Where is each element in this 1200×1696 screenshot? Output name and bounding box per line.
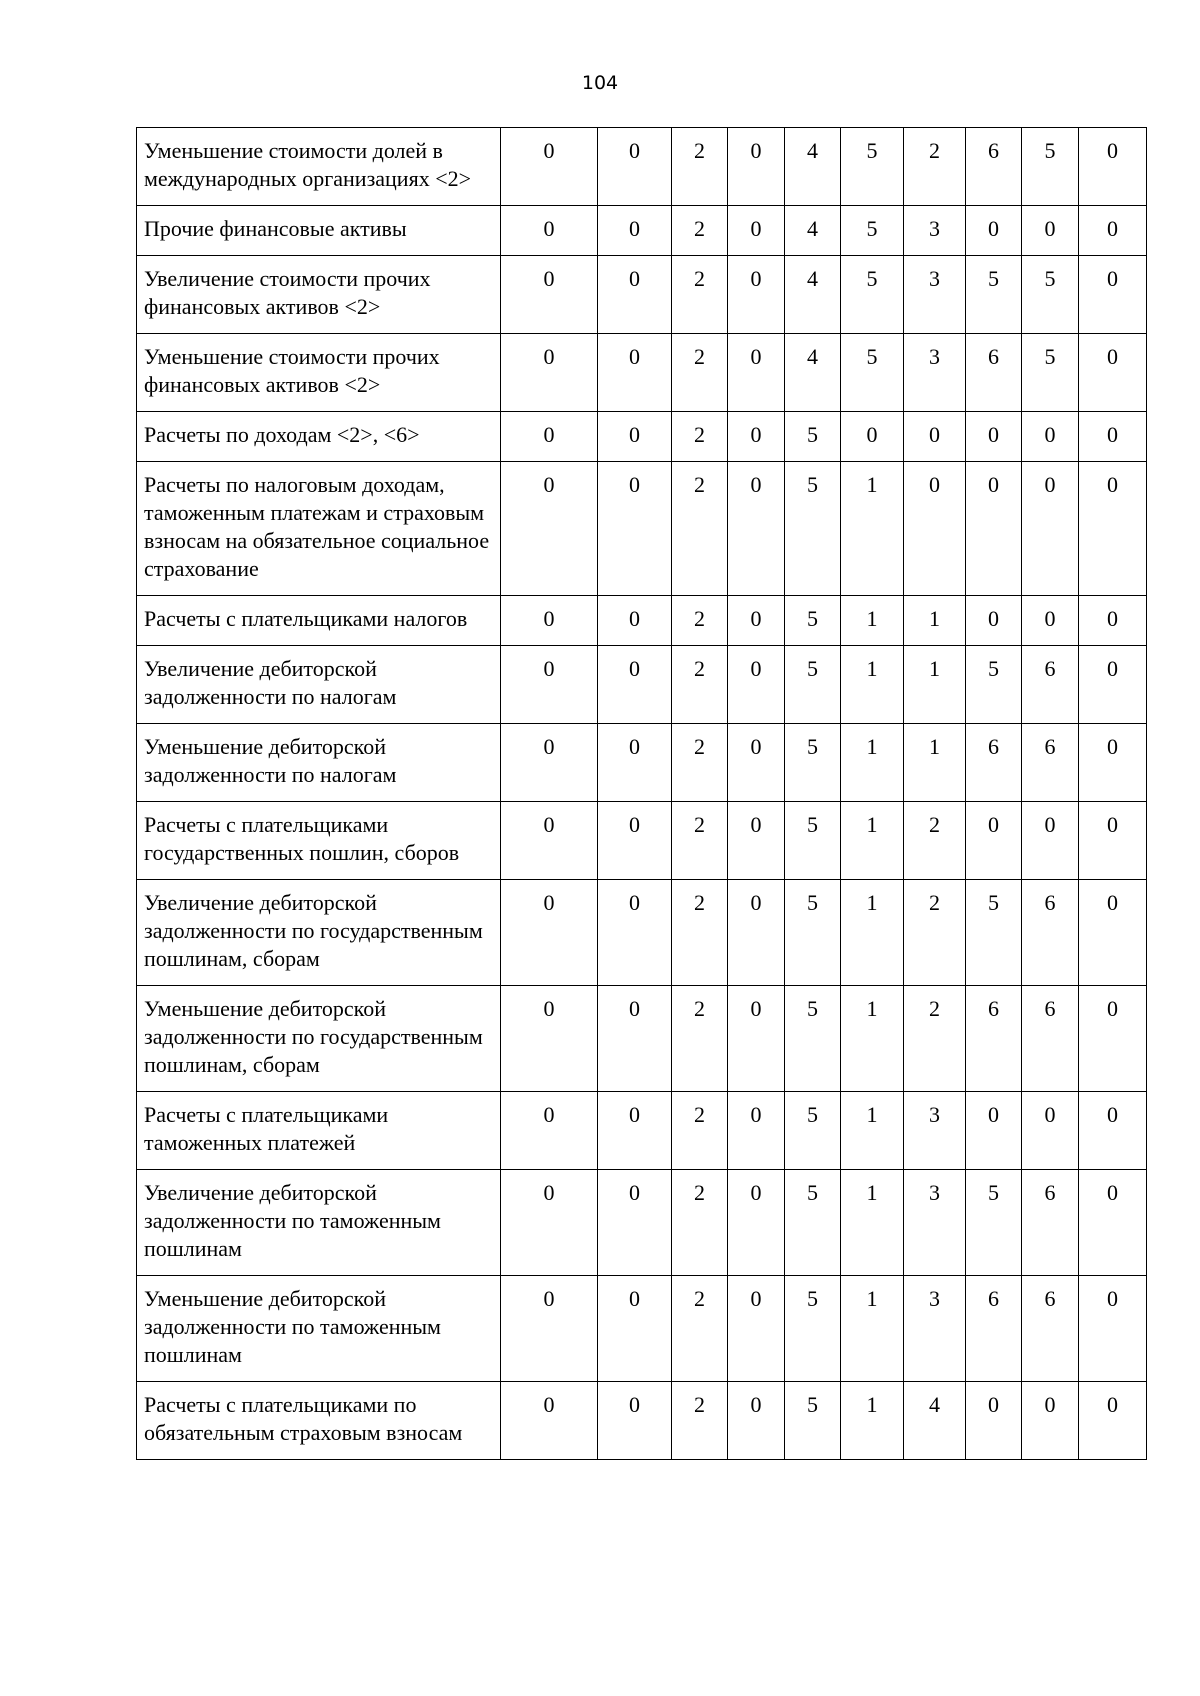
code-digit-cell: 0 — [1022, 596, 1079, 646]
code-digit-cell: 5 — [785, 646, 841, 724]
code-digit-cell: 0 — [1079, 1382, 1147, 1460]
code-digit-cell: 0 — [904, 462, 966, 596]
code-digit-cell: 6 — [966, 1276, 1022, 1382]
code-digit-cell: 1 — [841, 1092, 904, 1170]
code-digit-cell: 1 — [841, 462, 904, 596]
table-row — [137, 880, 1147, 986]
code-digit-cell: 2 — [904, 880, 966, 986]
code-digit-cell: 0 — [1079, 1276, 1147, 1382]
code-digit-cell: 5 — [785, 596, 841, 646]
code-digit-cell: 5 — [841, 206, 904, 256]
code-digit-cell: 6 — [1022, 986, 1079, 1092]
row-label: Расчеты по доходам <2>, <6> — [137, 412, 501, 462]
code-digit-cell: 4 — [904, 1382, 966, 1460]
code-digit-cell: 0 — [598, 334, 672, 412]
code-digit-cell: 2 — [672, 1382, 728, 1460]
code-digit-cell: 5 — [785, 1382, 841, 1460]
code-digit-cell: 5 — [966, 646, 1022, 724]
table-row — [137, 256, 1147, 334]
code-digit-cell: 2 — [672, 986, 728, 1092]
code-digit-cell: 0 — [501, 1382, 598, 1460]
code-digit-cell: 0 — [1022, 412, 1079, 462]
code-digit-cell: 1 — [841, 596, 904, 646]
code-digit-cell: 0 — [1079, 986, 1147, 1092]
table-row — [137, 334, 1147, 412]
code-digit-cell: 3 — [904, 1170, 966, 1276]
table-body — [137, 128, 1147, 1460]
code-digit-cell: 0 — [966, 596, 1022, 646]
code-digit-cell: 0 — [501, 1092, 598, 1170]
code-digit-cell: 0 — [1022, 206, 1079, 256]
code-digit-cell: 4 — [785, 334, 841, 412]
code-digit-cell: 2 — [672, 1276, 728, 1382]
code-digit-cell: 0 — [841, 412, 904, 462]
table-row — [137, 596, 1147, 646]
code-digit-cell: 0 — [1079, 802, 1147, 880]
code-digit-cell: 5 — [966, 880, 1022, 986]
code-digit-cell: 2 — [672, 596, 728, 646]
row-label: Увеличение дебиторской задолженности по налогам — [137, 646, 501, 724]
code-digit-cell: 0 — [1022, 802, 1079, 880]
code-digit-cell: 0 — [1079, 412, 1147, 462]
row-label: Увеличение дебиторской задолженности по государственным пошлинам, сборам — [137, 880, 501, 986]
code-digit-cell: 0 — [598, 986, 672, 1092]
code-digit-cell: 6 — [1022, 646, 1079, 724]
code-digit-cell: 0 — [728, 412, 785, 462]
table-row — [137, 462, 1147, 596]
code-digit-cell: 0 — [728, 646, 785, 724]
classification-table — [136, 127, 1147, 1460]
code-digit-cell: 3 — [904, 206, 966, 256]
table-row — [137, 1170, 1147, 1276]
code-digit-cell: 1 — [841, 1276, 904, 1382]
code-digit-cell: 0 — [501, 1276, 598, 1382]
code-digit-cell: 0 — [728, 334, 785, 412]
code-digit-cell: 5 — [966, 256, 1022, 334]
code-digit-cell: 2 — [672, 206, 728, 256]
code-digit-cell: 0 — [728, 880, 785, 986]
code-digit-cell: 2 — [672, 880, 728, 986]
code-digit-cell: 5 — [785, 412, 841, 462]
code-digit-cell: 1 — [841, 802, 904, 880]
code-digit-cell: 0 — [728, 1276, 785, 1382]
code-digit-cell: 1 — [841, 1170, 904, 1276]
code-digit-cell: 1 — [904, 724, 966, 802]
code-digit-cell: 2 — [672, 412, 728, 462]
code-digit-cell: 6 — [1022, 1276, 1079, 1382]
row-label: Уменьшение дебиторской задолженности по налогам — [137, 724, 501, 802]
code-digit-cell: 6 — [1022, 880, 1079, 986]
code-digit-cell: 0 — [1022, 462, 1079, 596]
code-digit-cell: 0 — [598, 724, 672, 802]
row-label: Увеличение дебиторской задолженности по таможенным пошлинам — [137, 1170, 501, 1276]
code-digit-cell: 4 — [785, 256, 841, 334]
code-digit-cell: 5 — [785, 986, 841, 1092]
table-row — [137, 1092, 1147, 1170]
page-number: 104 — [581, 72, 619, 94]
table-row — [137, 724, 1147, 802]
code-digit-cell: 5 — [785, 802, 841, 880]
code-digit-cell: 1 — [904, 646, 966, 724]
code-digit-cell: 0 — [1079, 128, 1147, 206]
code-digit-cell: 0 — [501, 646, 598, 724]
code-digit-cell: 5 — [785, 880, 841, 986]
row-label: Расчеты с плательщиками таможенных платежей — [137, 1092, 501, 1170]
code-digit-cell: 0 — [728, 128, 785, 206]
code-digit-cell: 2 — [904, 802, 966, 880]
code-digit-cell: 0 — [598, 256, 672, 334]
code-digit-cell: 0 — [598, 412, 672, 462]
code-digit-cell: 0 — [501, 880, 598, 986]
code-digit-cell: 5 — [1022, 128, 1079, 206]
code-digit-cell: 0 — [1079, 880, 1147, 986]
code-digit-cell: 2 — [904, 128, 966, 206]
code-digit-cell: 0 — [598, 596, 672, 646]
code-digit-cell: 0 — [966, 206, 1022, 256]
code-digit-cell: 0 — [1022, 1382, 1079, 1460]
code-digit-cell: 0 — [728, 1170, 785, 1276]
code-digit-cell: 2 — [672, 256, 728, 334]
row-label: Уменьшение дебиторской задолженности по таможенным пошлинам — [137, 1276, 501, 1382]
code-digit-cell: 3 — [904, 256, 966, 334]
code-digit-cell: 0 — [904, 412, 966, 462]
code-digit-cell: 0 — [728, 1382, 785, 1460]
code-digit-cell: 1 — [841, 986, 904, 1092]
code-digit-cell: 0 — [598, 1092, 672, 1170]
row-label: Уменьшение дебиторской задолженности по государственным пошлинам, сборам — [137, 986, 501, 1092]
code-digit-cell: 0 — [598, 462, 672, 596]
code-digit-cell: 3 — [904, 1276, 966, 1382]
code-digit-cell: 0 — [598, 1170, 672, 1276]
row-label: Расчеты по налоговым доходам, таможенным платежам и страховым взносам на обязательное социальное страхование — [137, 462, 501, 596]
code-digit-cell: 3 — [904, 334, 966, 412]
code-digit-cell: 0 — [966, 462, 1022, 596]
code-digit-cell: 0 — [728, 256, 785, 334]
code-digit-cell: 0 — [728, 596, 785, 646]
code-digit-cell: 0 — [501, 256, 598, 334]
row-label: Расчеты с плательщиками по обязательным страховым взносам — [137, 1382, 501, 1460]
code-digit-cell: 6 — [966, 128, 1022, 206]
code-digit-cell: 0 — [966, 1382, 1022, 1460]
table-row — [137, 646, 1147, 724]
code-digit-cell: 0 — [966, 802, 1022, 880]
code-digit-cell: 0 — [501, 462, 598, 596]
code-digit-cell: 0 — [966, 412, 1022, 462]
code-digit-cell: 0 — [501, 986, 598, 1092]
table-row — [137, 412, 1147, 462]
row-label: Уменьшение стоимости прочих финансовых активов <2> — [137, 334, 501, 412]
code-digit-cell: 3 — [904, 1092, 966, 1170]
code-digit-cell: 5 — [785, 1092, 841, 1170]
code-digit-cell: 0 — [1079, 256, 1147, 334]
code-digit-cell: 2 — [672, 724, 728, 802]
code-digit-cell: 6 — [1022, 1170, 1079, 1276]
code-digit-cell: 0 — [728, 986, 785, 1092]
row-label: Увеличение стоимости прочих финансовых активов <2> — [137, 256, 501, 334]
code-digit-cell: 5 — [841, 334, 904, 412]
code-digit-cell: 6 — [1022, 724, 1079, 802]
code-digit-cell: 0 — [598, 880, 672, 986]
code-digit-cell: 0 — [501, 412, 598, 462]
table-row — [137, 1382, 1147, 1460]
code-digit-cell: 0 — [1079, 1170, 1147, 1276]
code-digit-cell: 0 — [1079, 334, 1147, 412]
code-digit-cell: 2 — [672, 1092, 728, 1170]
code-digit-cell: 0 — [501, 206, 598, 256]
table-row — [137, 1276, 1147, 1382]
code-digit-cell: 0 — [728, 462, 785, 596]
code-digit-cell: 6 — [966, 334, 1022, 412]
row-label: Уменьшение стоимости долей в международных организациях <2> — [137, 128, 501, 206]
code-digit-cell: 5 — [841, 256, 904, 334]
code-digit-cell: 2 — [672, 802, 728, 880]
code-digit-cell: 0 — [1079, 206, 1147, 256]
code-digit-cell: 2 — [672, 462, 728, 596]
code-digit-cell: 0 — [1079, 646, 1147, 724]
code-digit-cell: 1 — [841, 1382, 904, 1460]
code-digit-cell: 0 — [728, 206, 785, 256]
code-digit-cell: 2 — [672, 128, 728, 206]
code-digit-cell: 0 — [966, 1092, 1022, 1170]
code-digit-cell: 5 — [966, 1170, 1022, 1276]
code-digit-cell: 5 — [841, 128, 904, 206]
code-digit-cell: 0 — [1079, 462, 1147, 596]
code-digit-cell: 5 — [785, 462, 841, 596]
code-digit-cell: 0 — [501, 1170, 598, 1276]
code-digit-cell: 0 — [1079, 724, 1147, 802]
code-digit-cell: 4 — [785, 206, 841, 256]
code-digit-cell: 5 — [1022, 334, 1079, 412]
code-digit-cell: 0 — [1079, 596, 1147, 646]
code-digit-cell: 0 — [598, 1382, 672, 1460]
row-label: Расчеты с плательщиками налогов — [137, 596, 501, 646]
code-digit-cell: 0 — [598, 128, 672, 206]
code-digit-cell: 5 — [785, 1170, 841, 1276]
code-digit-cell: 1 — [841, 880, 904, 986]
code-digit-cell: 0 — [598, 1276, 672, 1382]
code-digit-cell: 6 — [966, 986, 1022, 1092]
code-digit-cell: 2 — [672, 1170, 728, 1276]
table-row — [137, 802, 1147, 880]
code-digit-cell: 5 — [785, 1276, 841, 1382]
code-digit-cell: 0 — [501, 724, 598, 802]
code-digit-cell: 5 — [1022, 256, 1079, 334]
code-digit-cell: 0 — [1079, 1092, 1147, 1170]
row-label: Прочие финансовые активы — [137, 206, 501, 256]
table-row — [137, 206, 1147, 256]
code-digit-cell: 2 — [672, 334, 728, 412]
code-digit-cell: 6 — [966, 724, 1022, 802]
code-digit-cell: 4 — [785, 128, 841, 206]
code-digit-cell: 0 — [501, 802, 598, 880]
code-digit-cell: 0 — [501, 334, 598, 412]
code-digit-cell: 0 — [1022, 1092, 1079, 1170]
code-digit-cell: 0 — [728, 724, 785, 802]
code-digit-cell: 0 — [598, 646, 672, 724]
code-digit-cell: 0 — [728, 1092, 785, 1170]
code-digit-cell: 0 — [501, 596, 598, 646]
code-digit-cell: 0 — [728, 802, 785, 880]
code-digit-cell: 5 — [785, 724, 841, 802]
table-row — [137, 128, 1147, 206]
code-digit-cell: 1 — [841, 724, 904, 802]
code-digit-cell: 0 — [501, 128, 598, 206]
table-row — [137, 986, 1147, 1092]
code-digit-cell: 1 — [841, 646, 904, 724]
code-digit-cell: 0 — [598, 802, 672, 880]
code-digit-cell: 2 — [672, 646, 728, 724]
code-digit-cell: 0 — [598, 206, 672, 256]
code-digit-cell: 2 — [904, 986, 966, 1092]
code-digit-cell: 1 — [904, 596, 966, 646]
row-label: Расчеты с плательщиками государственных пошлин, сборов — [137, 802, 501, 880]
